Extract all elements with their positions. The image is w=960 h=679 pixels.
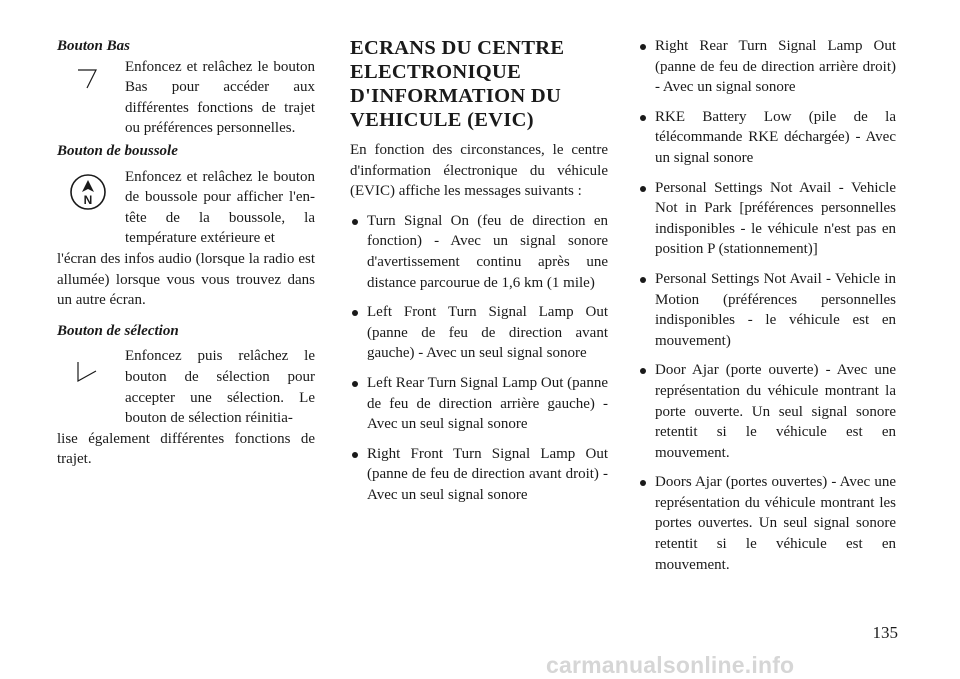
list-item: Right Rear Turn Signal Lamp Out (panne de feu de direction arrière droit) - Avec un signal sonore: [638, 36, 896, 98]
bullet-icon: [640, 480, 646, 486]
list-item: RKE Battery Low (pile de la télécommande RKE déchargée) - Avec un signal sonore: [638, 107, 896, 169]
bullet-icon: [352, 310, 358, 316]
bullet-icon: [640, 277, 646, 283]
bullet-icon: [640, 368, 646, 374]
bullet-icon: [352, 381, 358, 387]
list-item: Personal Settings Not Avail - Vehicle in Motion (préférences personnelles indisponibles - le véhicule est en mouvement): [638, 269, 896, 351]
middle-column: [350, 36, 608, 515]
list-item: Left Rear Turn Signal Lamp Out (panne de feu de direction arrière gauche) - Avec un seul signal sonore: [350, 373, 608, 435]
list-item: Left Front Turn Signal Lamp Out (panne de feu de direction avant gauche) - Avec un seul signal sonore: [350, 302, 608, 364]
bullet-icon: [640, 186, 646, 192]
bullet-icon: [352, 452, 358, 458]
down-button-heading: Bouton Bas: [57, 38, 130, 54]
message-list-2: [638, 36, 896, 575]
select-button-text-continued: lise également différentes fonctions de trajet.: [57, 430, 315, 468]
section-heading: ECRANS DU CENTRE ELECTRONIQUE D'INFORMATION DU VEHICULE (EVIC): [350, 37, 565, 131]
list-item: Right Front Turn Signal Lamp Out (panne de feu de direction avant droit) - Avec un seul signal sonore: [350, 444, 608, 506]
section-intro: En fonction des circonstances, le centre d'information électronique du véhicule (EVIC) affiche les messages suivants :: [350, 142, 608, 200]
message-list-1: [350, 211, 608, 506]
compass-icon: [57, 167, 125, 249]
list-item: Personal Settings Not Avail - Vehicle Not in Park [préférences personnelles indisponibles - le véhicule n'est pas en position P (stationnement)]: [638, 178, 896, 260]
bullet-icon: [352, 219, 358, 225]
compass-button-block: [57, 167, 315, 249]
select-button-text: Enfoncez puis relâchez le bouton de sélection pour accepter une sélection. Le bouton de sélection réinitia-: [125, 348, 315, 427]
list-item: Doors Ajar (portes ouvertes) - Avec une représentation du véhicule montrant les portes ouvertes. Un seul signal sonore retentit si le véhicule est en mouvement.: [638, 472, 896, 575]
down-button-text: Enfoncez et relâchez le bouton Bas pour accéder aux différentes fonctions de trajet ou préférences personnelles.: [125, 58, 315, 137]
bullet-icon: [640, 115, 646, 121]
watermark: carmanualsonline.info: [546, 652, 795, 678]
select-button-block: [57, 346, 315, 428]
right-column: [638, 36, 896, 584]
compass-button-text-continued: l'écran des infos audio (lorsque la radio est allumée) lorsque vous vous trouvez dans un autre écran.: [57, 250, 315, 309]
left-column: [57, 36, 315, 470]
right-triangle-icon: [57, 346, 125, 428]
page-number: 135: [872, 623, 898, 642]
bullet-icon: [640, 44, 646, 50]
down-button-block: [57, 57, 315, 139]
list-item: Door Ajar (porte ouverte) - Avec une représentation du véhicule montrant la porte ouverte. Un seul signal sonore retentit si le véhicule est en mouvement.: [638, 360, 896, 463]
compass-letter: N: [83, 192, 93, 207]
down-triangle-icon: [57, 57, 125, 117]
select-button-heading: Bouton de sélection: [57, 322, 179, 339]
list-item: Turn Signal On (feu de direction en fonction) - Avec un signal sonore d'avertissement continu après une distance parcourue de 1,6 km (1 mile): [350, 211, 608, 293]
compass-button-heading: Bouton de boussole: [57, 142, 178, 159]
compass-button-text: Enfoncez et relâchez le bouton de boussole pour afficher l'en-tête de la boussole, la température extérieure et: [125, 168, 315, 247]
